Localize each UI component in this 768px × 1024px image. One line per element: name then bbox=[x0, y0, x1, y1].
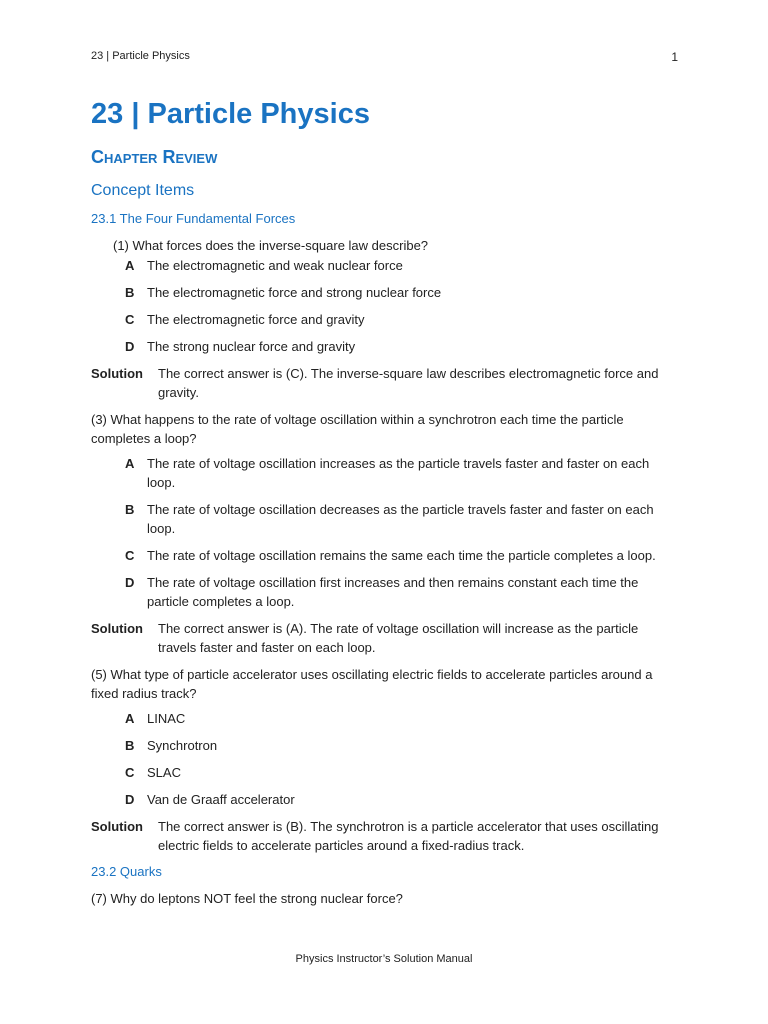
answer-option bbox=[91, 546, 678, 565]
answer-option bbox=[91, 256, 678, 275]
option-letter: B bbox=[125, 285, 135, 300]
option-letter: A bbox=[125, 456, 135, 471]
question-text: (3) What happens to the rate of voltage oscillation within a synchrotron each time the particle completes a loop? bbox=[91, 412, 624, 446]
solution-label: Solution bbox=[91, 621, 143, 636]
page-footer: Physics Instructor’s Solution Manual bbox=[295, 953, 473, 965]
section-heading: 23.1 The Four Fundamental Forces bbox=[91, 211, 296, 226]
solution-label: Solution bbox=[91, 819, 143, 834]
solution-text: The correct answer is (C). The inverse-square law describes electromagnetic force and gravity. bbox=[158, 366, 659, 400]
question-text: (1) What forces does the inverse-square law describe? bbox=[113, 238, 429, 253]
option-letter: B bbox=[125, 502, 135, 517]
option-text: The electromagnetic force and strong nuclear force bbox=[147, 285, 442, 300]
question-text: (7) Why do leptons NOT feel the strong nuclear force? bbox=[91, 891, 403, 906]
answer-option bbox=[91, 790, 678, 809]
solution bbox=[91, 364, 678, 402]
chapter-review-heading: Chapter Review bbox=[91, 147, 218, 167]
concept-items-heading: Concept Items bbox=[91, 182, 195, 199]
option-letter: D bbox=[125, 575, 135, 590]
option-letter: C bbox=[125, 312, 135, 327]
answer-option bbox=[91, 283, 678, 302]
page-header bbox=[91, 50, 678, 66]
option-text: Van de Graaff accelerator bbox=[147, 792, 295, 807]
option-letter: D bbox=[125, 339, 135, 354]
section-heading: 23.2 Quarks bbox=[91, 864, 162, 879]
option-letter: D bbox=[125, 792, 135, 807]
answer-option bbox=[91, 310, 678, 329]
solution bbox=[91, 619, 678, 657]
question-text: (5) What type of particle accelerator uses oscillating electric fields to accelerate particles around a fixed radius track? bbox=[91, 667, 653, 701]
answer-option bbox=[91, 763, 678, 782]
answer-option bbox=[91, 500, 678, 538]
option-letter: C bbox=[125, 765, 135, 780]
option-text: LINAC bbox=[147, 711, 186, 726]
option-letter: A bbox=[125, 711, 135, 726]
page-content bbox=[91, 96, 678, 914]
option-letter: A bbox=[125, 258, 135, 273]
solution bbox=[91, 817, 678, 855]
answer-option bbox=[91, 337, 678, 356]
running-title: 23 | Particle Physics bbox=[91, 50, 190, 62]
answer-option bbox=[91, 736, 678, 755]
option-letter: C bbox=[125, 548, 135, 563]
answer-option bbox=[91, 454, 678, 492]
page-number: 1 bbox=[671, 50, 678, 64]
option-text: The electromagnetic force and gravity bbox=[147, 312, 365, 327]
solution-text: The correct answer is (A). The rate of voltage oscillation will increase as the particle travels faster and faster on each loop. bbox=[158, 621, 639, 655]
option-text: The rate of voltage oscillation increases as the particle travels faster and faster on each loop. bbox=[147, 456, 650, 490]
answer-option bbox=[91, 573, 678, 611]
option-text: Synchrotron bbox=[147, 738, 218, 753]
option-text: The rate of voltage oscillation decreases as the particle travels faster and faster on each loop. bbox=[147, 502, 654, 536]
option-text: SLAC bbox=[147, 765, 181, 780]
option-text: The strong nuclear force and gravity bbox=[147, 339, 356, 354]
page-title: 23 | Particle Physics bbox=[91, 98, 370, 130]
answer-option bbox=[91, 709, 678, 728]
option-text: The rate of voltage oscillation remains the same each time the particle completes a loop. bbox=[147, 548, 656, 563]
option-letter: B bbox=[125, 738, 135, 753]
solution-text: The correct answer is (B). The synchrotron is a particle accelerator that uses oscillating electric fields to accelerate particles around a fixed-radius track. bbox=[158, 819, 659, 853]
solution-label: Solution bbox=[91, 366, 143, 381]
option-text: The rate of voltage oscillation first increases and then remains constant each time the particle completes a loop. bbox=[147, 575, 639, 609]
option-text: The electromagnetic and weak nuclear force bbox=[147, 258, 403, 273]
